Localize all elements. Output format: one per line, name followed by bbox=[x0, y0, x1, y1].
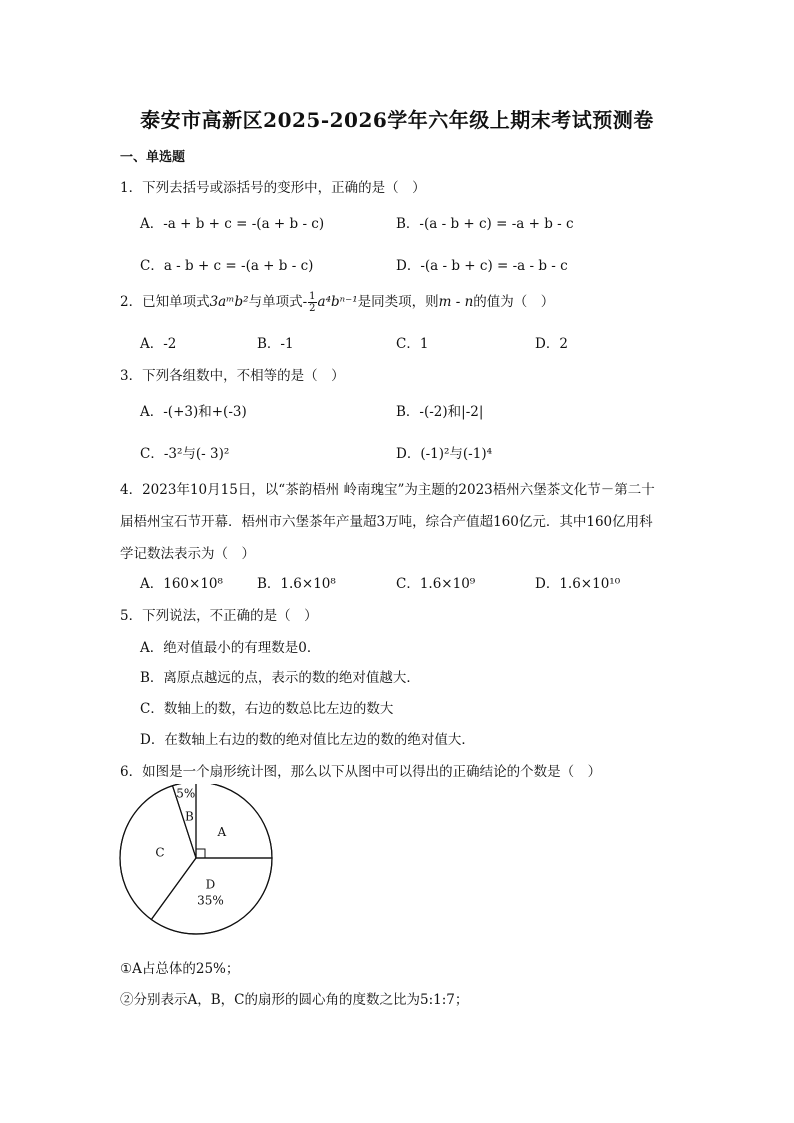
q2-fraction-denominator: 2 bbox=[309, 303, 316, 314]
pie-labels bbox=[155, 786, 226, 907]
question-2-option-d: D．2 bbox=[535, 336, 568, 352]
question-1-option-a: A．-a + b + c = -(a + b - c) bbox=[140, 216, 325, 232]
question-6-stem: 6．如图是一个扇形统计图，那么以下从图中可以得出的正确结论的个数是（ ） bbox=[120, 764, 602, 780]
question-1-option-b: B．-(a - b + c) = -a + b - c bbox=[396, 216, 574, 232]
q2-monomial-1: 3aᵐb² bbox=[209, 294, 249, 310]
question-2-option-a: A．-2 bbox=[140, 336, 177, 352]
question-5-option-d: D．在数轴上右边的数的绝对值比左边的数的绝对值大． bbox=[140, 732, 475, 748]
question-4-option-a: A．160×10⁸ bbox=[140, 576, 223, 592]
question-2-option-c: C．1 bbox=[396, 336, 429, 352]
question-3-stem: 3．下列各组数中，不相等的是（ ） bbox=[120, 368, 345, 384]
statement-2: ②分别表示A，B，C的扇形的圆心角的度数之比为5:1:7； bbox=[120, 992, 469, 1008]
question-4-option-d: D．1.6×10¹⁰ bbox=[535, 576, 621, 592]
question-5-option-c: C．数轴上的数，右边的数总比左边的数大 bbox=[140, 701, 394, 717]
question-2-stem: 2．已知单项式3aᵐb²与单项式- $\frac{1}{2}$ a⁴bⁿ⁻¹是同类项，则m - n的值为（ ） bbox=[120, 291, 555, 314]
question-3-option-a: A．-(+3)和+(-3) bbox=[140, 404, 247, 420]
question-4-option-c: C．1.6×10⁹ bbox=[396, 576, 476, 592]
question-1-option-c: C．a - b + c = -(a + b - c) bbox=[140, 258, 314, 274]
q2-expression: m - n bbox=[438, 294, 474, 310]
question-2-option-b: B．-1 bbox=[257, 336, 294, 352]
q2-text-c: 是同类项，则 bbox=[357, 294, 439, 310]
question-5-stem: 5．下列说法，不正确的是（ ） bbox=[120, 608, 318, 624]
q2-fraction bbox=[308, 291, 316, 314]
pie-label-a: A bbox=[217, 825, 227, 840]
question-1-option-d: D．-(a - b + c) = -a - b - c bbox=[396, 258, 568, 274]
page-title: 泰安市高新区2025-2026学年六年级上期末考试预测卷 bbox=[140, 108, 654, 132]
question-4-line-3: 学记数法表示为（ ） bbox=[120, 546, 255, 562]
statement-1: ①A占总体的25%； bbox=[120, 961, 240, 977]
pie-label-d: D bbox=[205, 877, 216, 892]
question-4-line-1: 4．2023年10月15日，以“茶韵梧州 岭南瑰宝”为主题的2023梧州六堡茶文化节－第二十 bbox=[120, 482, 655, 498]
question-5-option-b: B．离原点越远的点，表示的数的绝对值越大． bbox=[140, 670, 420, 686]
pie-label-c: C bbox=[155, 845, 165, 860]
question-3-option-d: D．(-1)²与(-1)⁴ bbox=[396, 446, 493, 462]
question-3-option-b: B．-(-2)和|-2| bbox=[396, 404, 484, 420]
question-3-option-c: C．-3²与(- 3)² bbox=[140, 446, 230, 462]
q2-text-d: 的值为（ ） bbox=[473, 294, 555, 310]
question-4-line-2: 届梧州宝石节开幕．梧州市六堡茶年产量超3万吨，综合产值超160亿元．其中160亿用科 bbox=[120, 514, 653, 530]
pie-slices bbox=[120, 784, 272, 934]
question-4-option-b: B．1.6×10⁸ bbox=[257, 576, 336, 592]
right-angle-mark bbox=[196, 849, 205, 858]
pie-value-d: 35% bbox=[197, 893, 224, 908]
q2-text-b: 与单项式 bbox=[248, 294, 303, 310]
question-1-stem: 1．下列去括号或添括号的变形中，正确的是（ ） bbox=[120, 180, 426, 196]
q2-fraction-numerator: 1 bbox=[309, 291, 316, 302]
q2-text-a: 2．已知单项式 bbox=[120, 294, 210, 310]
pie-chart bbox=[118, 784, 278, 944]
pie-label-b: B bbox=[185, 809, 194, 824]
pie-value-b: 5% bbox=[176, 786, 196, 801]
section-heading: 一、单选题 bbox=[120, 150, 186, 165]
pie-slice-a bbox=[196, 784, 272, 858]
question-5-option-a: A．绝对值最小的有理数是0． bbox=[140, 640, 321, 656]
q2-monomial-2: a⁴bⁿ⁻¹ bbox=[317, 294, 358, 310]
